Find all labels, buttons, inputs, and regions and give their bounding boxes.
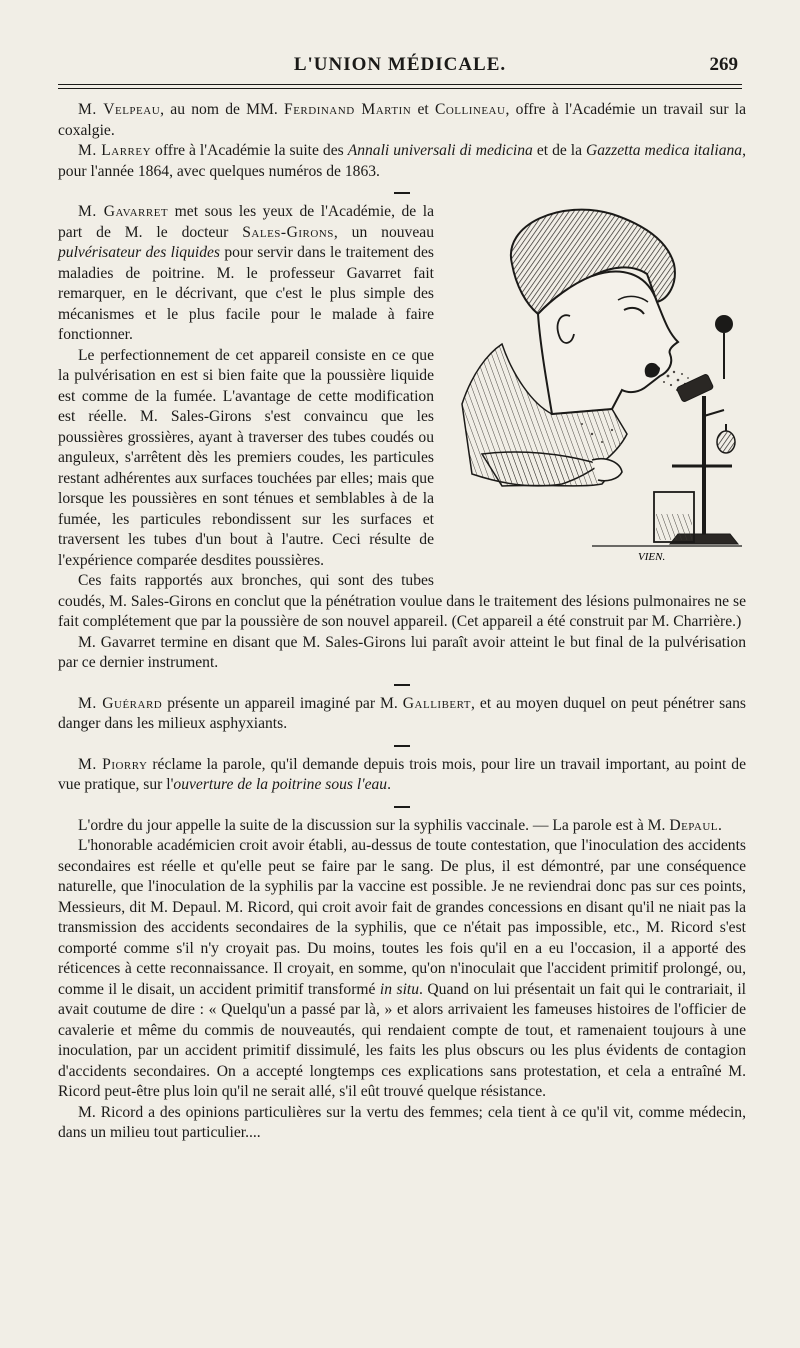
engraving-illustration (442, 204, 746, 576)
paragraph-piorry (58, 755, 746, 796)
speaker-name: M. Piorry (78, 755, 148, 773)
section-separator (394, 684, 410, 686)
speaker-name: M. Guérard (78, 694, 163, 712)
latin-phrase: in situ (379, 980, 420, 998)
person-name: Ferdinand Martin (284, 101, 412, 118)
article-body (58, 100, 746, 1144)
header-rule (58, 84, 742, 85)
person-name: Collineau (434, 101, 506, 118)
speaker-name: Depaul (669, 816, 719, 834)
journal-title: Annali universali di medicina (347, 142, 533, 159)
text-run: , et au moyen duquel on peut pénétrer sans danger dans les milieux asphyxiants. (58, 694, 746, 732)
pulverisateur-engraving (442, 204, 746, 576)
text-run: . (387, 776, 391, 793)
text-run: , offre à l'Académie un travail sur la coxalgie. (58, 101, 747, 139)
paragraph-bronches: Ces faits rapportés aux bronches, qui sont des tubes coudés, M. Sales-Girons en conclut que la pénétration voulue dans le traitement des lésions pulmonaires ne se fait complétement que par la poussière de son nouvel appareil. (Cet appareil a été construit par M. Charrière.) (58, 572, 746, 630)
paragraph-ricord: M. Ricord a des opinions particulières sur la vertu des femmes; cela tient à ce qu'il vit, comme médecin, dans un milieu tout particulier.... (58, 1103, 746, 1141)
speaker-name: M. Larrey (78, 142, 152, 159)
paragraph-velpeau (58, 100, 746, 141)
text-run: pour servir dans le traitement des maladies de poitrine. M. le professeur Gavarret fait remarquer, en le décrivant, que c'est le plus simple des mécanismes et le plus facile pour le malade à faire fonctionner. (58, 244, 434, 343)
text-run: . Quand on lui présentait un fait qui le contrariait, il avait coutume de dire : « Quelqu'un a passé par là, » et alors arrivaient les fameuses histoires de l'officier de cavalerie et même du commis de nouveautés, qui rendaient compte de tout, et ramenaient toujours à une inoculation, par un accident primitif dissimulé, les faits les plus obscurs ou les plus évidents de contagion d'accidents secondaires. On a accepté longtemps ces explications sans protestation, et cela a entraîné M. Ricord peut-être plus loin qu'il ne serait allé, s'il eût trouvé quelque résistance. (58, 980, 746, 1100)
paragraph-ordre-du-jour (58, 816, 746, 837)
section-separator (394, 192, 410, 194)
text-run: et de la (532, 142, 586, 159)
text-run: L'ordre du jour appelle la suite de la discussion sur la syphilis vaccinale. — La parole est à M. (78, 816, 670, 834)
text-run: et (411, 101, 435, 118)
paragraph-guerard (58, 694, 746, 735)
paragraph-gavarret-conclusion: M. Gavarret termine en disant que M. Sales-Girons lui paraît avoir atteint le but final de la pulvérisation par ce dernier instrument. (58, 633, 746, 671)
journal-title: Gazzetta medica italiana (586, 142, 743, 159)
text-run: réclame la parole, qu'il demande depuis trois mois, pour lire un travail important, au point de vue pratique, sur l' (58, 755, 746, 793)
text-run: . (718, 816, 722, 834)
page-number: 269 (709, 54, 738, 75)
text-run: met sous les yeux de l'Académie, de la part de M. le docteur (58, 203, 434, 241)
section-separator (394, 745, 410, 747)
person-name: Sales-Girons (242, 223, 334, 241)
engraver-signature: VIEN. (638, 551, 666, 563)
running-title: L'UNION MÉDICALE. (293, 54, 507, 75)
paragraph-perfectionnement: Le perfectionnement de cet appareil consiste en ce que la pulvérisation en est si bien faite que la poussière liquide est comme de la fumée. L'avantage de cette modification est réelle. M. Sales-Girons s'est convaincu que les poussières grossières, ayant à traverser des tubes coudés ou anguleux, s'arrêtent dès les premiers coudes, les particules restant adhérentes aux surfaces touchées par elles; mais que lorsque les poussières en sont ténues et semblables à de la fumée, les particules rebondissent sur les surfaces et traversent les tubes d'un bout à l'autre. Ceci résulte de l'expérience comparée desdites poussières. (58, 346, 434, 569)
speaker-name: M. Velpeau (78, 101, 161, 118)
section-separator (394, 806, 410, 808)
person-name: Gallibert (402, 694, 472, 712)
speaker-name: M. Gavarret (78, 203, 169, 220)
text-run: , pour l'année 1864, avec quelques numéros de 1863. (58, 142, 746, 180)
text-run: L'honorable académicien croit avoir établi, au-dessus de toute contestation, que l'inoculation des accidents secondaires est réelle et qu'elle peut se faire par le sang. De plus, il est démontré, par une conséquence naturelle, que l'inoculation de la syphilis par la vaccine est possible. Je ne reviendrai donc pas sur ces points, Messieurs, dit M. Depaul. M. Ricord, qui croit avoir fait de grandes concessions en disant qu'il ne niait pas la transmission des accidents secondaires de la syphilis, que ce n'était pas impossible, etc., M. Ricord s'est comporté comme s'il n'y croyait pas. Du moins, toutes les fois qu'il en a eu l'occasion, il a apporté des réticences à cette reconnaissance. Il croyait, en somme, qu'on n'inoculait que l'accident primitif prolongé, ou, comme il le disait, un accident primitif transformé (58, 837, 746, 998)
paragraph-larrey (58, 141, 746, 182)
page-header (58, 52, 742, 86)
text-run: offre à l'Académie la suite des (151, 142, 348, 159)
paragraph-depaul (58, 836, 746, 1103)
text-run: présente un appareil imaginé par M. (162, 694, 403, 712)
work-title: ouverture de la poitrine sous l'eau (173, 776, 388, 793)
device-name: pulvérisateur des liquides (58, 244, 221, 261)
text-run: , un nouveau (333, 223, 434, 241)
header-rule-thin (58, 88, 742, 89)
text-run: , au nom de MM. (160, 101, 285, 118)
